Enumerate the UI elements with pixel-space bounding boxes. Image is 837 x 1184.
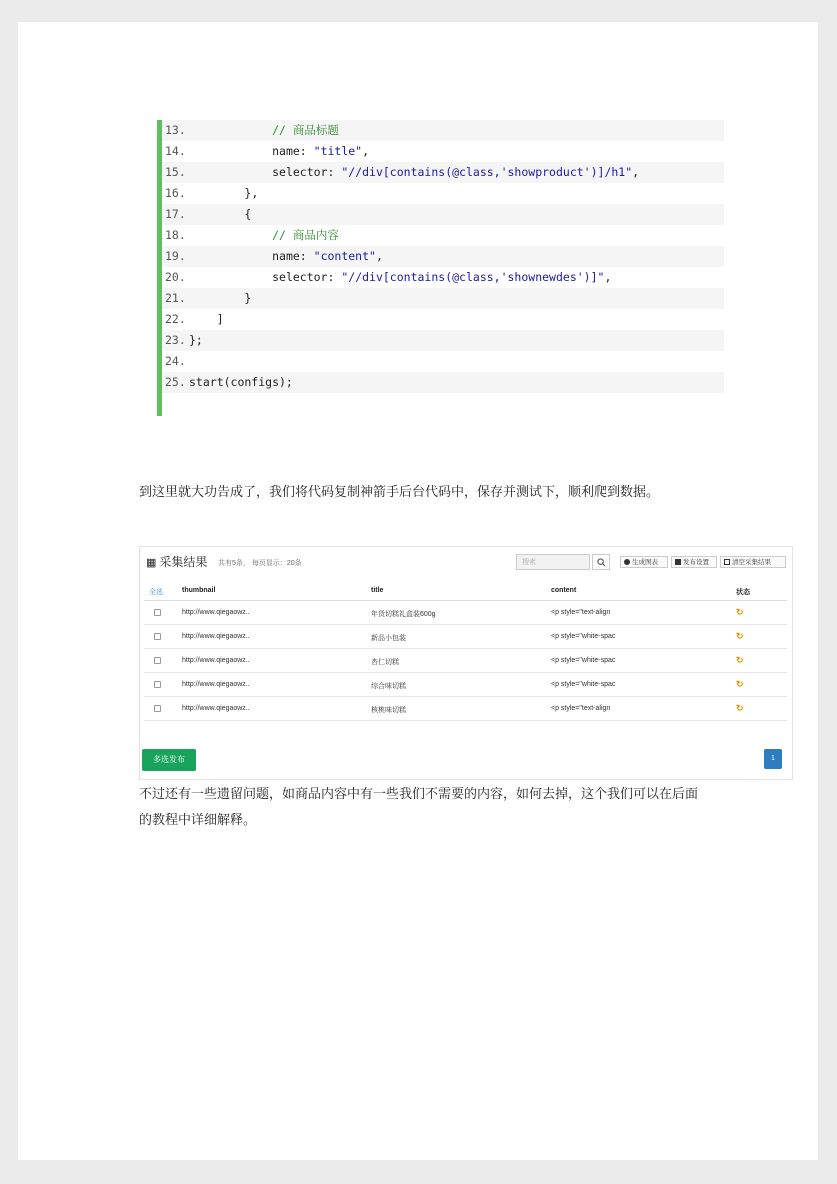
- batch-publish-button[interactable]: 多选发布: [142, 749, 196, 771]
- line-number: 13.: [165, 123, 186, 137]
- cell-thumbnail: http://www.qiegaowz..: [182, 657, 250, 664]
- code-text: name:: [272, 249, 314, 263]
- code-text: ,: [632, 165, 640, 179]
- code-indent: [189, 291, 244, 305]
- panel-title-text: 采集结果: [159, 555, 208, 569]
- code-text: ,: [604, 270, 612, 284]
- code-string: "content": [313, 249, 376, 263]
- button-label: 生成图表: [632, 559, 658, 566]
- cell-title: 年货切糕礼盒装600g: [371, 611, 436, 618]
- code-text: selector:: [272, 165, 342, 179]
- line-number: 24.: [165, 354, 186, 368]
- code-text: ,: [362, 144, 370, 158]
- panel-title: [146, 553, 207, 570]
- paragraph-success: 到这里就大功告成了，我们将代码复制神箭手后台代码中，保存并测试下，顺利爬到数据。: [139, 485, 660, 500]
- refresh-icon[interactable]: ↻: [736, 607, 744, 617]
- cell-content: <p style="text-align: [551, 705, 611, 712]
- code-line: [162, 246, 724, 267]
- code-line: [162, 141, 724, 162]
- code-indent: [189, 186, 244, 200]
- trash-icon: [724, 559, 730, 565]
- publish-settings-button[interactable]: [671, 556, 717, 568]
- code-line: [162, 309, 724, 330]
- code-indent: [189, 123, 272, 137]
- code-text: },: [244, 186, 259, 200]
- code-string: "//div[contains(@class,'showproduct')]/h1": [341, 165, 633, 179]
- code-line: [162, 288, 724, 309]
- code-text: selector:: [272, 270, 342, 284]
- line-number: 17.: [165, 207, 186, 221]
- line-number: 25.: [165, 375, 186, 389]
- code-line: [162, 162, 724, 183]
- row-checkbox[interactable]: [154, 657, 161, 664]
- code-line: [162, 267, 724, 288]
- generate-chart-button[interactable]: [620, 556, 668, 568]
- cell-title: 核桃味切糕: [371, 707, 406, 714]
- clear-results-button[interactable]: [720, 556, 786, 568]
- button-label: 发布设置: [683, 559, 709, 566]
- pagination-page-button[interactable]: 1: [764, 749, 782, 769]
- line-number: 16.: [165, 186, 186, 200]
- code-text: start(configs);: [189, 375, 293, 389]
- code-comment: // 商品标题: [272, 123, 339, 137]
- code-line: [162, 120, 724, 141]
- code-text: ]: [216, 312, 224, 326]
- refresh-icon[interactable]: ↻: [736, 703, 744, 713]
- search-icon: [597, 558, 606, 567]
- line-number: 21.: [165, 291, 186, 305]
- line-number: 23.: [165, 333, 186, 347]
- cell-content: <p style="white-spac: [551, 633, 616, 640]
- column-header-content: content: [551, 587, 577, 594]
- line-number: 22.: [165, 312, 186, 326]
- cell-content: <p style="text-align: [551, 609, 611, 616]
- column-header-status: 状态: [736, 589, 750, 596]
- column-header-thumbnail: thumbnail: [182, 587, 216, 594]
- button-label: 清空采集结果: [732, 559, 771, 566]
- code-text: }: [244, 291, 252, 305]
- cell-thumbnail: http://www.qiegaowz..: [182, 633, 250, 640]
- refresh-icon[interactable]: ↻: [736, 631, 744, 641]
- code-indent: [189, 312, 217, 326]
- cell-thumbnail: http://www.qiegaowz..: [182, 609, 250, 616]
- code-string: "//div[contains(@class,'shownewdes')]": [341, 270, 605, 284]
- line-number: 15.: [165, 165, 186, 179]
- code-comment: // 商品内容: [272, 228, 339, 242]
- code-indent: [189, 144, 272, 158]
- code-line: [162, 183, 724, 204]
- grid-icon: ▦: [146, 557, 157, 569]
- table-row: [144, 649, 787, 673]
- cell-title: 杏仁切糕: [371, 659, 399, 666]
- paragraph-followup: 不过还有一些遗留问题，如商品内容中有一些我们不需要的内容，如何去掉，这个我们可以在后面的教程中详细解释。: [139, 787, 699, 828]
- code-indent: [189, 165, 272, 179]
- cell-thumbnail: http://www.qiegaowz..: [182, 681, 250, 688]
- code-line: [162, 372, 724, 393]
- cell-title: 综合味切糕: [371, 683, 406, 690]
- code-indent: [189, 228, 272, 242]
- code-indent: [189, 207, 244, 221]
- code-indent: [189, 270, 272, 284]
- document-page: [18, 22, 818, 1160]
- code-line: [162, 204, 724, 225]
- refresh-icon[interactable]: ↻: [736, 679, 744, 689]
- pie-chart-icon: [624, 559, 630, 565]
- code-line: [162, 225, 724, 246]
- code-text: };: [189, 333, 203, 347]
- line-number: 20.: [165, 270, 186, 284]
- search-input[interactable]: 搜索: [516, 554, 590, 570]
- code-line: [162, 351, 724, 372]
- cell-content: <p style="white-spac: [551, 681, 616, 688]
- code-string: "title": [313, 144, 363, 158]
- table-row: [144, 673, 787, 697]
- row-checkbox[interactable]: [154, 633, 161, 640]
- refresh-icon[interactable]: ↻: [736, 655, 744, 665]
- edit-icon: [675, 559, 681, 565]
- results-count: 共有5条， 每页显示：20条: [218, 560, 302, 567]
- table-row: [144, 697, 787, 721]
- code-block: [157, 120, 724, 416]
- table-row: [144, 625, 787, 649]
- row-checkbox[interactable]: [154, 609, 161, 616]
- line-number: 18.: [165, 228, 186, 242]
- code-line: [162, 330, 724, 351]
- row-checkbox[interactable]: [154, 705, 161, 712]
- column-header-title: title: [371, 587, 384, 594]
- cell-title: 新品小包装: [371, 635, 406, 642]
- code-indent: [189, 249, 272, 263]
- code-text: name:: [272, 144, 314, 158]
- cell-thumbnail: http://www.qiegaowz..: [182, 705, 250, 712]
- code-text: {: [244, 207, 252, 221]
- line-number: 19.: [165, 249, 186, 263]
- results-panel: [139, 546, 793, 780]
- table-row: [144, 601, 787, 625]
- search-button[interactable]: [592, 554, 610, 570]
- line-number: 14.: [165, 144, 186, 158]
- select-all-link[interactable]: 全选: [149, 589, 163, 596]
- row-checkbox[interactable]: [154, 681, 161, 688]
- code-text: ,: [375, 249, 383, 263]
- cell-content: <p style="white-spac: [551, 657, 616, 664]
